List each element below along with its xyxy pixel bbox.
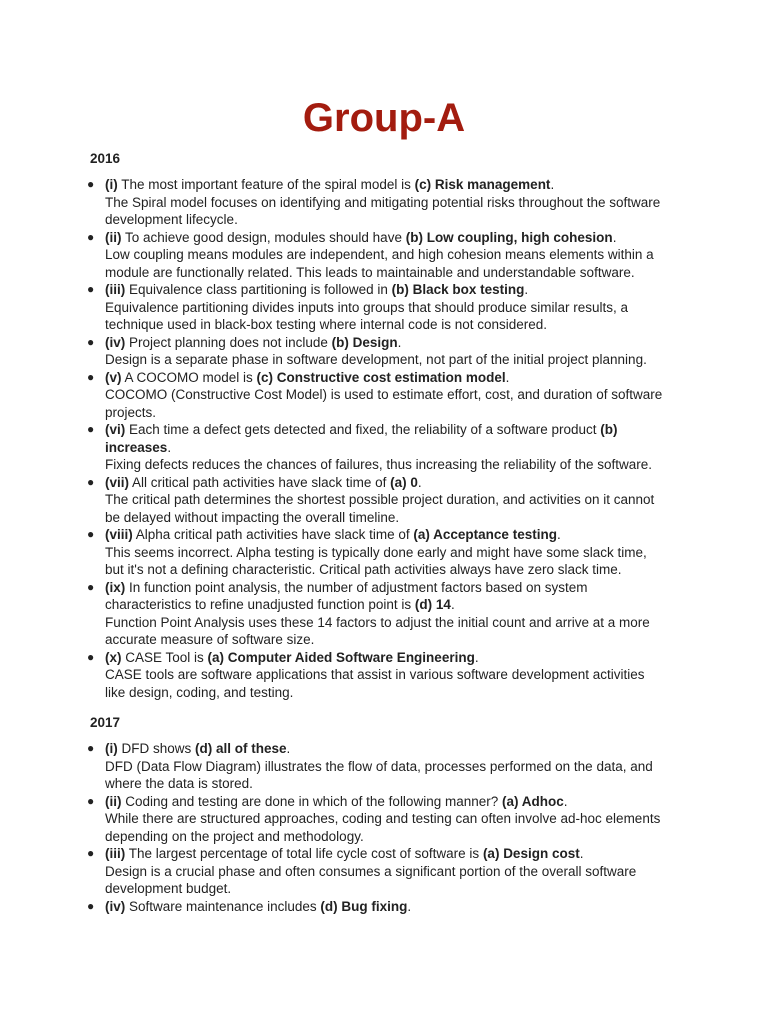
text-run: DFD (Data Flow Diagram) illustrates the flow of data, processes performed on the data, and — [105, 758, 653, 774]
bold-text: (c) Constructive cost estimation model — [256, 369, 506, 385]
answer-item — [0, 649, 768, 702]
answer-question-line — [105, 845, 678, 863]
answer-item — [0, 898, 768, 916]
text-run: development budget. — [105, 881, 232, 896]
bullet-icon: ● — [87, 898, 95, 913]
text-run: DFD shows — [117, 741, 196, 756]
text-run: development lifecycle. — [105, 212, 238, 227]
text-run: This seems incorrect. Alpha testing is typically done early and might have some slack time, — [105, 544, 647, 560]
bold-text: (vi) — [105, 422, 126, 437]
answer-explanation-line — [105, 404, 678, 422]
section-year: 2017 — [90, 715, 121, 730]
text-run: The largest percentage of total life cycle cost of software is — [125, 846, 483, 861]
text-run: Alpha critical path activities have slack time of — [132, 527, 414, 542]
answer-item — [0, 474, 768, 527]
answer-explanation-line — [105, 614, 678, 632]
text-run: Equivalence class partitioning is followed in — [125, 282, 392, 297]
answer-question-line — [105, 369, 678, 387]
text-run: To achieve good design, modules should have — [121, 229, 406, 245]
text-run: accurate measure of software size. — [105, 632, 315, 647]
answer-explanation-line — [105, 666, 678, 684]
answer-explanation-line — [105, 439, 678, 457]
bullet-icon: ● — [87, 282, 95, 296]
bullet-icon: ● — [87, 229, 95, 244]
answer-question-line — [105, 579, 678, 597]
answer-explanation-line — [105, 264, 678, 282]
answer-list — [0, 176, 768, 701]
bullet-icon: ● — [87, 793, 95, 808]
answer-item — [0, 421, 768, 474]
text-run: Fixing defects reduces the chances of failures, thus increasing the reliability of the software. — [105, 457, 653, 472]
bold-text: (i) — [105, 177, 118, 192]
answer-explanation-line — [105, 596, 678, 614]
bullet-icon: ● — [87, 177, 95, 191]
text-run: CASE tools are software applications that assist in various software development activities — [105, 667, 645, 682]
answer-item — [0, 845, 768, 898]
text-run: . — [524, 282, 529, 297]
text-run: . — [579, 846, 584, 861]
text-run: While there are structured approaches, coding and testing can often involve ad-hoc elements — [105, 811, 661, 826]
answer-explanation-line — [105, 246, 678, 264]
answer-item — [0, 334, 768, 369]
answer-question-line — [105, 740, 678, 758]
bullet-icon: ● — [87, 474, 95, 489]
bold-text: (c) Risk management — [414, 177, 551, 192]
page-title: Group-A — [302, 96, 466, 140]
answer-question-line — [105, 898, 678, 916]
bullet-icon: ● — [87, 422, 95, 436]
bold-text: (ii) — [105, 229, 122, 245]
text-run: like design, coding, and testing. — [105, 684, 294, 700]
bold-text: (ix) — [105, 579, 126, 595]
answer-explanation-line — [105, 561, 678, 579]
text-run: . — [612, 229, 617, 245]
answer-question-line — [105, 334, 678, 352]
bold-text: (a) Adhoc — [502, 793, 564, 809]
text-run: . — [167, 439, 172, 455]
answer-question-line — [105, 474, 678, 492]
answer-item — [0, 579, 768, 649]
answer-question-line — [105, 176, 678, 194]
answer-explanation-line — [105, 386, 678, 404]
text-run: Design is a crucial phase and often consumes a significant portion of the overall software — [105, 863, 637, 879]
text-run: Coding and testing are done in which of the following manner? — [121, 793, 502, 809]
text-run: The critical path determines the shortest possible project duration, and activities on it cannot — [105, 492, 655, 507]
text-run: depending on the project and methodology. — [105, 828, 364, 844]
text-run: In function point analysis, the number of adjustment factors based on system — [125, 579, 588, 595]
answer-explanation-line — [105, 299, 678, 317]
answer-item — [0, 369, 768, 422]
text-run: . — [563, 793, 568, 809]
text-run: where the data is stored. — [105, 776, 253, 791]
text-run: . — [397, 334, 402, 350]
answer-explanation-line — [105, 684, 678, 702]
text-run: . — [286, 741, 291, 756]
text-run: projects. — [105, 404, 157, 420]
text-run: . — [556, 527, 561, 542]
answer-explanation-line — [105, 316, 678, 334]
text-run: CASE Tool is — [121, 649, 208, 665]
bold-text: (i) — [105, 741, 118, 756]
bold-text: (d) 14 — [414, 597, 451, 612]
answer-explanation-line — [105, 544, 678, 562]
answer-question-line — [105, 793, 678, 811]
bold-text: (viii) — [105, 527, 133, 542]
text-run: The most important feature of the spiral model is — [117, 177, 415, 192]
bullet-icon: ● — [87, 527, 95, 541]
bullet-icon: ● — [87, 579, 95, 594]
text-run: but it's not a defining characteristic. Critical path activities always have zero slack time. — [105, 562, 622, 577]
answer-explanation-line — [105, 491, 678, 509]
bold-text: increases — [105, 439, 168, 455]
bold-text: (iii) — [105, 846, 126, 861]
text-run: . — [550, 177, 555, 192]
text-run: module are functionally related. This leads to maintainable and understandable software. — [105, 264, 635, 280]
bold-text: (ii) — [105, 793, 122, 809]
bullet-icon: ● — [87, 649, 95, 664]
bold-text: (a) Design cost — [482, 846, 580, 861]
text-run: A COCOMO model is — [121, 369, 257, 385]
bold-text: (b) Low coupling, high cohesion — [405, 229, 613, 245]
answer-question-line — [105, 229, 678, 247]
answer-item — [0, 740, 768, 793]
answer-question-line — [105, 421, 678, 439]
answer-explanation-line — [105, 456, 678, 474]
bullet-icon: ● — [87, 369, 95, 384]
answer-item — [0, 793, 768, 846]
section-year: 2016 — [90, 151, 121, 166]
text-run: . — [450, 597, 455, 612]
text-run: technique used in black-box testing where internal code is not considered. — [105, 317, 548, 332]
answer-explanation-line — [105, 828, 678, 846]
text-run: COCOMO (Constructive Cost Model) is used to estimate effort, cost, and duration of software — [105, 387, 663, 402]
text-run: characteristics to refine unadjusted function point is — [105, 597, 415, 612]
bold-text: (b) Design — [331, 334, 398, 350]
bullet-icon: ● — [87, 846, 95, 860]
answer-explanation-line — [105, 631, 678, 649]
text-run: . — [417, 474, 422, 490]
text-run: be delayed without impacting the overall timeline. — [105, 509, 400, 525]
text-run: Software maintenance includes — [125, 898, 321, 914]
text-run: Low coupling means modules are independent, and high cohesion means elements within a — [105, 247, 654, 262]
answer-explanation-line — [105, 211, 678, 229]
bold-text: (a) Computer Aided Software Engineering — [207, 649, 475, 665]
answer-explanation-line — [105, 509, 678, 527]
answer-explanation-line — [105, 810, 678, 828]
text-run: Equivalence partitioning divides inputs into groups that should produce similar results, a — [105, 299, 629, 315]
answer-explanation-line — [105, 863, 678, 881]
answer-question-line — [105, 649, 678, 667]
text-run: All critical path activities have slack time of — [129, 474, 391, 490]
text-run: . — [505, 369, 510, 385]
bullet-icon: ● — [87, 334, 95, 349]
bold-text: (iv) — [105, 334, 126, 350]
answer-explanation-line — [105, 194, 678, 212]
answer-question-line — [105, 526, 678, 544]
bold-text: (a) Acceptance testing — [413, 527, 557, 542]
answer-explanation-line — [105, 880, 678, 898]
answer-item — [0, 526, 768, 579]
bold-text: (vii) — [105, 474, 130, 490]
bold-text: (d) Bug fixing — [320, 898, 408, 914]
answer-explanation-line — [105, 758, 678, 776]
answer-explanation-line — [105, 775, 678, 793]
answer-item — [0, 176, 768, 229]
text-run: . — [407, 898, 412, 914]
bold-text: (iii) — [105, 282, 126, 297]
answer-item — [0, 229, 768, 282]
text-run: The Spiral model focuses on identifying and mitigating potential risks throughout the software — [105, 194, 661, 210]
text-run: Function Point Analysis uses these 14 factors to adjust the initial count and arrive at a more — [105, 614, 650, 630]
text-run: Design is a separate phase in software development, not part of the initial project planning. — [105, 352, 647, 367]
bold-text: (d) all of these — [195, 741, 287, 756]
answer-item — [0, 281, 768, 334]
text-run: Each time a defect gets detected and fixed, the reliability of a software product — [125, 422, 601, 437]
answer-explanation-line — [105, 351, 678, 369]
answer-question-line — [105, 281, 678, 299]
bullet-icon: ● — [87, 741, 95, 755]
bold-text: (iv) — [105, 898, 126, 914]
text-run: Project planning does not include — [125, 334, 332, 350]
answer-list — [0, 740, 768, 915]
bold-text: (b) Black box testing — [391, 282, 525, 297]
bold-text: (b) — [600, 422, 618, 437]
text-run: . — [474, 649, 479, 665]
bold-text: (x) — [105, 649, 122, 665]
bold-text: (v) — [105, 369, 122, 385]
bold-text: (a) 0 — [390, 474, 418, 490]
